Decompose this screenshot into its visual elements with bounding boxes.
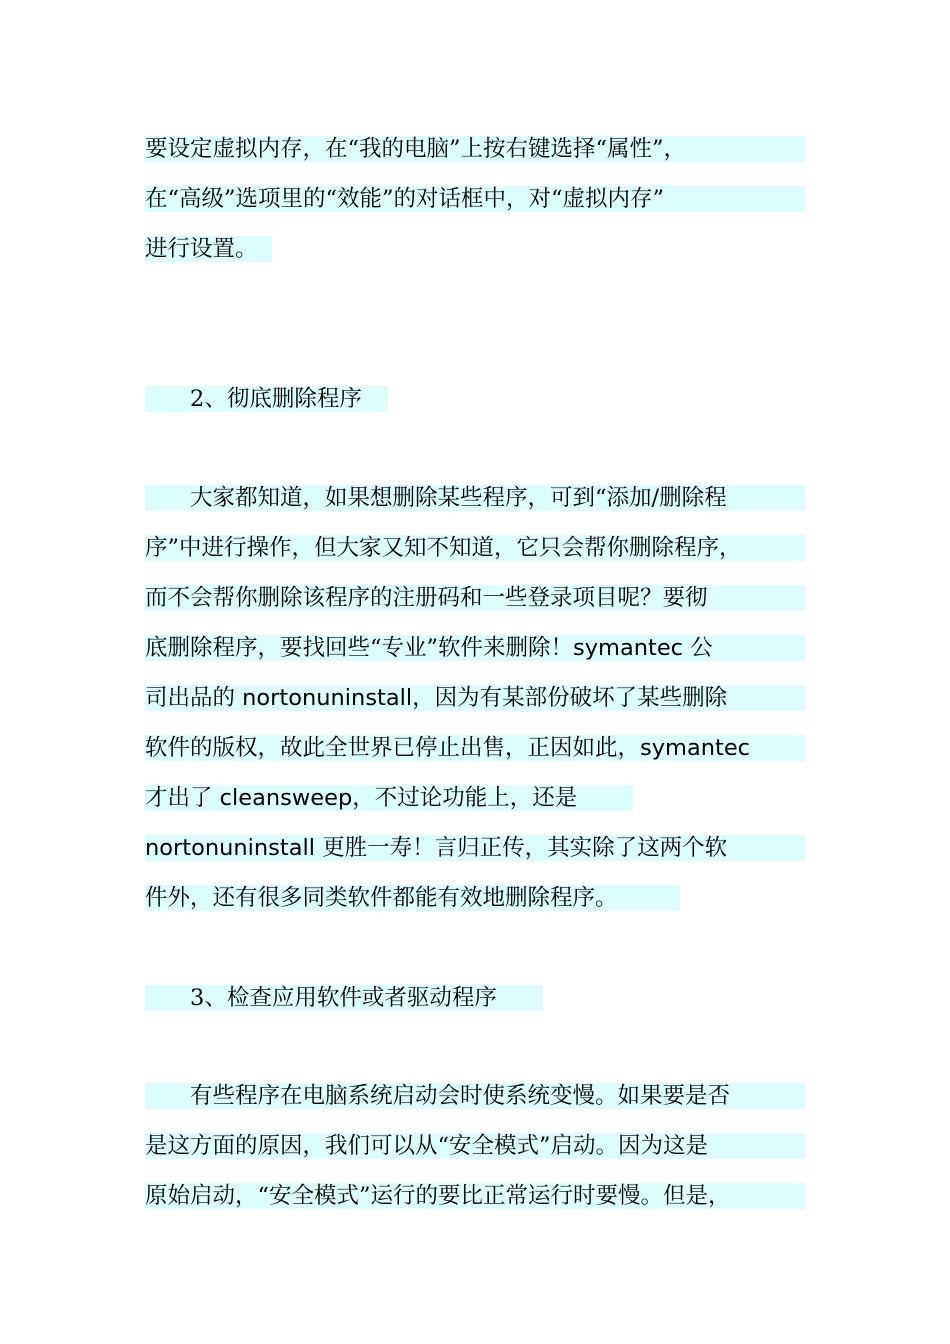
paragraph-3-line-1: 有些程序在电脑系统启动会时使系统变慢。如果要是否 bbox=[145, 1083, 805, 1109]
section-heading-2: 2、彻底删除程序 bbox=[145, 386, 388, 412]
paragraph-1-line-2: 在“高级”选项里的“效能”的对话框中，对“虚拟内存” bbox=[145, 186, 805, 212]
paragraph-2-line-8: nortonuninstall 更胜一寿！言归正传，其实除了这两个软 bbox=[145, 835, 805, 861]
paragraph-2-line-1: 大家都知道，如果想删除某些程序，可到“添加/删除程 bbox=[145, 485, 805, 511]
section-heading-3: 3、检查应用软件或者驱动程序 bbox=[145, 985, 543, 1011]
paragraph-3-line-2: 是这方面的原因，我们可以从“安全模式”启动。因为这是 bbox=[145, 1133, 805, 1159]
paragraph-2-line-6: 软件的版权，故此全世界已停止出售，正因如此，symantec bbox=[145, 735, 805, 761]
paragraph-2-line-2: 序”中进行操作，但大家又知不知道，它只会帮你删除程序， bbox=[145, 535, 805, 561]
paragraph-2-line-7: 才出了 cleansweep，不过论功能上，还是 bbox=[145, 785, 633, 811]
paragraph-1-line-1: 要设定虚拟内存，在“我的电脑”上按右键选择“属性”， bbox=[145, 136, 805, 162]
paragraph-1-line-3: 进行设置。 bbox=[145, 236, 272, 262]
paragraph-2-line-4: 底删除程序，要找回些“专业”软件来删除！symantec 公 bbox=[145, 635, 805, 661]
paragraph-3-line-3: 原始启动，“安全模式”运行的要比正常运行时要慢。但是， bbox=[145, 1183, 805, 1209]
paragraph-2-line-5: 司出品的 nortonuninstall，因为有某部份破坏了某些删除 bbox=[145, 685, 805, 711]
paragraph-2-line-9: 件外，还有很多同类软件都能有效地删除程序。 bbox=[145, 885, 680, 911]
paragraph-2-line-3: 而不会帮你删除该程序的注册码和一些登录项目呢？要彻 bbox=[145, 585, 805, 611]
